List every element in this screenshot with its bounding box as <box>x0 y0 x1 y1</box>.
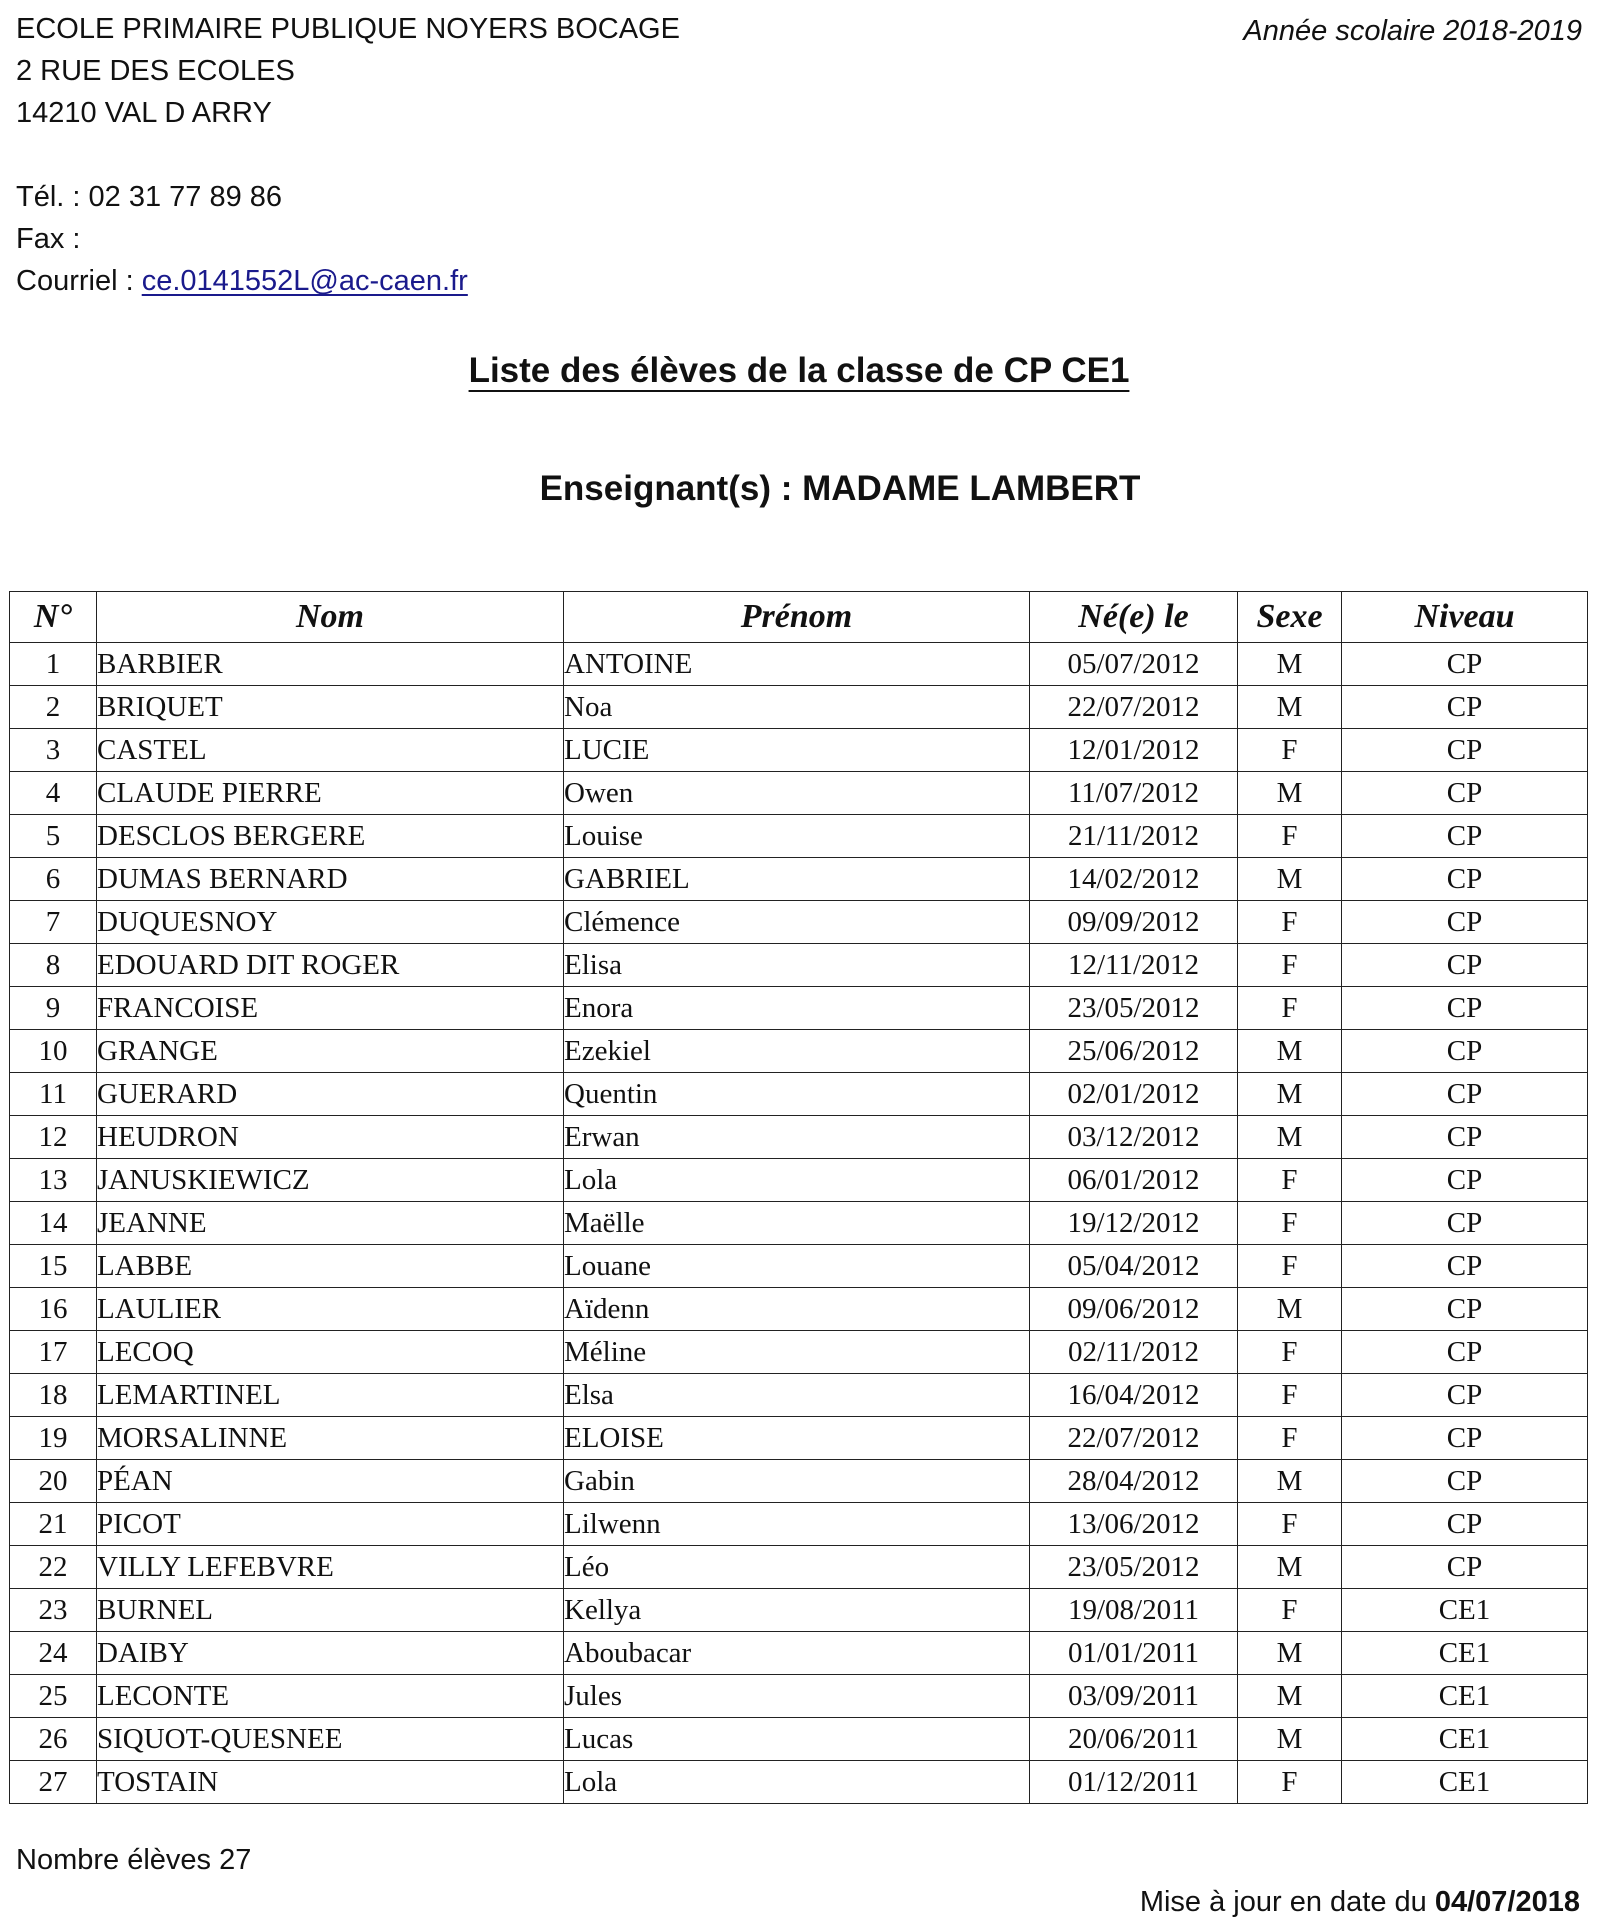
table-row <box>10 686 1588 729</box>
cell-name: TOSTAIN <box>97 1761 564 1804</box>
cell-num: 12 <box>10 1116 97 1159</box>
cell-level: CP <box>1342 1288 1588 1331</box>
cell-level: CP <box>1342 1331 1588 1374</box>
cell-sex: F <box>1238 1503 1342 1546</box>
cell-birth-date: 23/05/2012 <box>1030 1546 1238 1589</box>
school-street: 2 RUE DES ECOLES <box>16 55 295 87</box>
cell-sex: F <box>1238 1159 1342 1202</box>
cell-num: 8 <box>10 944 97 987</box>
cell-level: CP <box>1342 1073 1588 1116</box>
table-row <box>10 643 1588 686</box>
cell-birth-date: 20/06/2011 <box>1030 1718 1238 1761</box>
teacher-line <box>0 468 1598 510</box>
cell-sex: M <box>1238 1718 1342 1761</box>
cell-birth-date: 12/01/2012 <box>1030 729 1238 772</box>
cell-name: SIQUOT-QUESNEE <box>97 1718 564 1761</box>
last-updated-label: Mise à jour en date du <box>1139 1886 1427 1918</box>
cell-sex: F <box>1238 944 1342 987</box>
cell-num: 3 <box>10 729 97 772</box>
cell-num: 21 <box>10 1503 97 1546</box>
cell-sex: F <box>1238 729 1342 772</box>
cell-level: CP <box>1342 815 1588 858</box>
cell-level: CE1 <box>1342 1675 1588 1718</box>
cell-birth-date: 03/12/2012 <box>1030 1116 1238 1159</box>
cell-level: CP <box>1342 1546 1588 1589</box>
cell-name: DUQUESNOY <box>97 901 564 944</box>
table-row <box>10 815 1588 858</box>
cell-num: 22 <box>10 1546 97 1589</box>
cell-birth-date: 14/02/2012 <box>1030 858 1238 901</box>
cell-name: GRANGE <box>97 1030 564 1073</box>
cell-first-name: Aïdenn <box>564 1288 1030 1331</box>
school-city: 14210 VAL D ARRY <box>16 97 272 129</box>
table-row <box>10 772 1588 815</box>
cell-first-name: Louise <box>564 815 1030 858</box>
cell-level: CP <box>1342 1417 1588 1460</box>
cell-sex: F <box>1238 987 1342 1030</box>
cell-first-name: Noa <box>564 686 1030 729</box>
cell-level: CP <box>1342 686 1588 729</box>
cell-num: 5 <box>10 815 97 858</box>
cell-first-name: Quentin <box>564 1073 1030 1116</box>
cell-name: HEUDRON <box>97 1116 564 1159</box>
cell-sex: M <box>1238 1116 1342 1159</box>
cell-level: CE1 <box>1342 1718 1588 1761</box>
cell-name: DUMAS BERNARD <box>97 858 564 901</box>
cell-num: 13 <box>10 1159 97 1202</box>
fax-label: Fax : <box>16 223 81 255</box>
cell-birth-date: 01/01/2011 <box>1030 1632 1238 1675</box>
cell-first-name: Aboubacar <box>564 1632 1030 1675</box>
cell-first-name: Kellya <box>564 1589 1030 1632</box>
col-header-name: Nom <box>97 592 564 643</box>
cell-sex: F <box>1238 1202 1342 1245</box>
cell-name: GUERARD <box>97 1073 564 1116</box>
cell-first-name: Louane <box>564 1245 1030 1288</box>
student-count-label: Nombre élèves <box>16 1844 212 1876</box>
cell-birth-date: 23/05/2012 <box>1030 987 1238 1030</box>
cell-first-name: Elsa <box>564 1374 1030 1417</box>
page-title <box>0 350 1598 392</box>
cell-name: DAIBY <box>97 1632 564 1675</box>
table-row <box>10 858 1588 901</box>
cell-sex: M <box>1238 1288 1342 1331</box>
cell-level: CP <box>1342 1460 1588 1503</box>
cell-birth-date: 01/12/2011 <box>1030 1761 1238 1804</box>
cell-num: 2 <box>10 686 97 729</box>
table-row <box>10 901 1588 944</box>
cell-birth-date: 22/07/2012 <box>1030 686 1238 729</box>
cell-first-name: LUCIE <box>564 729 1030 772</box>
cell-name: LECOQ <box>97 1331 564 1374</box>
cell-sex: M <box>1238 1030 1342 1073</box>
cell-num: 9 <box>10 987 97 1030</box>
cell-level: CP <box>1342 643 1588 686</box>
table-row <box>10 1675 1588 1718</box>
cell-first-name: ANTOINE <box>564 643 1030 686</box>
phone-label: Tél. : <box>16 181 81 213</box>
cell-birth-date: 09/09/2012 <box>1030 901 1238 944</box>
cell-name: BRIQUET <box>97 686 564 729</box>
cell-sex: F <box>1238 1589 1342 1632</box>
cell-name: LAULIER <box>97 1288 564 1331</box>
table-row <box>10 1546 1588 1589</box>
cell-level: CE1 <box>1342 1632 1588 1675</box>
col-header-sex: Sexe <box>1238 592 1342 643</box>
cell-num: 25 <box>10 1675 97 1718</box>
table-row <box>10 1589 1588 1632</box>
cell-sex: M <box>1238 1675 1342 1718</box>
school-email-line <box>16 264 468 298</box>
cell-name: DESCLOS BERGERE <box>97 815 564 858</box>
cell-birth-date: 13/06/2012 <box>1030 1503 1238 1546</box>
cell-sex: F <box>1238 901 1342 944</box>
col-header-num: N° <box>10 592 97 643</box>
table-row <box>10 1030 1588 1073</box>
cell-sex: F <box>1238 1417 1342 1460</box>
cell-first-name: Enora <box>564 987 1030 1030</box>
school-year: Année scolaire 2018-2019 <box>1243 15 1582 47</box>
table-row <box>10 1718 1588 1761</box>
cell-birth-date: 05/04/2012 <box>1030 1245 1238 1288</box>
cell-name: MORSALINNE <box>97 1417 564 1460</box>
cell-sex: M <box>1238 858 1342 901</box>
student-count-line <box>16 1843 251 1877</box>
cell-sex: F <box>1238 1374 1342 1417</box>
cell-level: CP <box>1342 1030 1588 1073</box>
cell-birth-date: 19/12/2012 <box>1030 1202 1238 1245</box>
page-title-text: Liste des élèves de la classe de CP CE1 <box>468 351 1130 390</box>
cell-name: PÉAN <box>97 1460 564 1503</box>
table-row <box>10 1159 1588 1202</box>
cell-name: VILLY LEFEBVRE <box>97 1546 564 1589</box>
cell-level: CP <box>1342 729 1588 772</box>
table-row <box>10 1374 1588 1417</box>
cell-first-name: Jules <box>564 1675 1030 1718</box>
cell-first-name: Gabin <box>564 1460 1030 1503</box>
school-name: ECOLE PRIMAIRE PUBLIQUE NOYERS BOCAGE <box>16 13 680 45</box>
cell-num: 1 <box>10 643 97 686</box>
last-updated-date: 04/07/2018 <box>1434 1886 1580 1918</box>
table-row <box>10 1761 1588 1804</box>
cell-num: 15 <box>10 1245 97 1288</box>
cell-level: CP <box>1342 987 1588 1030</box>
cell-first-name: Clémence <box>564 901 1030 944</box>
cell-level: CP <box>1342 944 1588 987</box>
cell-name: CASTEL <box>97 729 564 772</box>
cell-level: CP <box>1342 1374 1588 1417</box>
cell-sex: F <box>1238 1761 1342 1804</box>
col-header-first-name: Prénom <box>564 592 1030 643</box>
cell-num: 7 <box>10 901 97 944</box>
cell-num: 10 <box>10 1030 97 1073</box>
col-header-birth-date: Né(e) le <box>1030 592 1238 643</box>
table-row <box>10 1245 1588 1288</box>
cell-num: 11 <box>10 1073 97 1116</box>
cell-level: CP <box>1342 858 1588 901</box>
cell-birth-date: 06/01/2012 <box>1030 1159 1238 1202</box>
phone-number: 02 31 77 89 86 <box>88 181 283 213</box>
school-fax-line <box>16 222 80 256</box>
cell-level: CP <box>1342 1503 1588 1546</box>
table-row <box>10 1331 1588 1374</box>
cell-name: LEMARTINEL <box>97 1374 564 1417</box>
table-row <box>10 1417 1588 1460</box>
cell-birth-date: 05/07/2012 <box>1030 643 1238 686</box>
cell-level: CP <box>1342 1116 1588 1159</box>
table-row <box>10 1116 1588 1159</box>
cell-sex: M <box>1238 686 1342 729</box>
cell-first-name: Elisa <box>564 944 1030 987</box>
cell-sex: M <box>1238 772 1342 815</box>
cell-num: 17 <box>10 1331 97 1374</box>
cell-name: FRANCOISE <box>97 987 564 1030</box>
cell-sex: M <box>1238 1546 1342 1589</box>
cell-first-name: Owen <box>564 772 1030 815</box>
cell-birth-date: 19/08/2011 <box>1030 1589 1238 1632</box>
cell-num: 4 <box>10 772 97 815</box>
cell-first-name: GABRIEL <box>564 858 1030 901</box>
table-row <box>10 1632 1588 1675</box>
cell-birth-date: 16/04/2012 <box>1030 1374 1238 1417</box>
cell-birth-date: 22/07/2012 <box>1030 1417 1238 1460</box>
col-header-level: Niveau <box>1342 592 1588 643</box>
table-row <box>10 1202 1588 1245</box>
school-phone-line <box>16 180 282 214</box>
email-label: Courriel : <box>16 265 134 297</box>
students-table-body <box>10 643 1588 1804</box>
cell-first-name: Lilwenn <box>564 1503 1030 1546</box>
table-row <box>10 1073 1588 1116</box>
cell-first-name: Erwan <box>564 1116 1030 1159</box>
student-count: 27 <box>219 1844 252 1876</box>
last-updated-line <box>1140 1885 1580 1919</box>
cell-num: 20 <box>10 1460 97 1503</box>
email-link[interactable]: ce.0141552L@ac-caen.fr <box>141 265 468 297</box>
cell-first-name: Lola <box>564 1159 1030 1202</box>
cell-num: 14 <box>10 1202 97 1245</box>
cell-birth-date: 02/01/2012 <box>1030 1073 1238 1116</box>
table-row <box>10 1288 1588 1331</box>
cell-name: JANUSKIEWICZ <box>97 1159 564 1202</box>
cell-name: PICOT <box>97 1503 564 1546</box>
cell-name: CLAUDE PIERRE <box>97 772 564 815</box>
cell-name: JEANNE <box>97 1202 564 1245</box>
cell-level: CP <box>1342 1202 1588 1245</box>
cell-sex: F <box>1238 1331 1342 1374</box>
cell-sex: M <box>1238 1073 1342 1116</box>
cell-sex: M <box>1238 1460 1342 1503</box>
cell-birth-date: 03/09/2011 <box>1030 1675 1238 1718</box>
cell-birth-date: 11/07/2012 <box>1030 772 1238 815</box>
table-row <box>10 987 1588 1030</box>
cell-num: 18 <box>10 1374 97 1417</box>
cell-level: CP <box>1342 772 1588 815</box>
teacher-label: Enseignant(s) : <box>539 469 793 508</box>
cell-first-name: Méline <box>564 1331 1030 1374</box>
cell-num: 23 <box>10 1589 97 1632</box>
table-row <box>10 1460 1588 1503</box>
cell-level: CP <box>1342 1159 1588 1202</box>
cell-num: 6 <box>10 858 97 901</box>
cell-birth-date: 02/11/2012 <box>1030 1331 1238 1374</box>
table-row <box>10 729 1588 772</box>
cell-name: LABBE <box>97 1245 564 1288</box>
table-row <box>10 1503 1588 1546</box>
cell-sex: F <box>1238 815 1342 858</box>
teacher-name: MADAME LAMBERT <box>802 469 1141 508</box>
cell-num: 16 <box>10 1288 97 1331</box>
cell-first-name: ELOISE <box>564 1417 1030 1460</box>
cell-birth-date: 09/06/2012 <box>1030 1288 1238 1331</box>
cell-num: 26 <box>10 1718 97 1761</box>
cell-level: CE1 <box>1342 1589 1588 1632</box>
cell-num: 27 <box>10 1761 97 1804</box>
cell-first-name: Lucas <box>564 1718 1030 1761</box>
cell-birth-date: 21/11/2012 <box>1030 815 1238 858</box>
cell-birth-date: 12/11/2012 <box>1030 944 1238 987</box>
cell-level: CE1 <box>1342 1761 1588 1804</box>
cell-name: EDOUARD DIT ROGER <box>97 944 564 987</box>
cell-name: LECONTE <box>97 1675 564 1718</box>
cell-first-name: Lola <box>564 1761 1030 1804</box>
cell-num: 24 <box>10 1632 97 1675</box>
cell-birth-date: 28/04/2012 <box>1030 1460 1238 1503</box>
cell-first-name: Ezekiel <box>564 1030 1030 1073</box>
cell-sex: M <box>1238 643 1342 686</box>
cell-sex: F <box>1238 1245 1342 1288</box>
cell-first-name: Maëlle <box>564 1202 1030 1245</box>
students-table <box>9 591 1588 1804</box>
cell-name: BARBIER <box>97 643 564 686</box>
cell-first-name: Léo <box>564 1546 1030 1589</box>
table-header-row <box>10 592 1588 643</box>
cell-num: 19 <box>10 1417 97 1460</box>
cell-name: BURNEL <box>97 1589 564 1632</box>
cell-birth-date: 25/06/2012 <box>1030 1030 1238 1073</box>
cell-sex: M <box>1238 1632 1342 1675</box>
cell-level: CP <box>1342 901 1588 944</box>
table-row <box>10 944 1588 987</box>
cell-level: CP <box>1342 1245 1588 1288</box>
